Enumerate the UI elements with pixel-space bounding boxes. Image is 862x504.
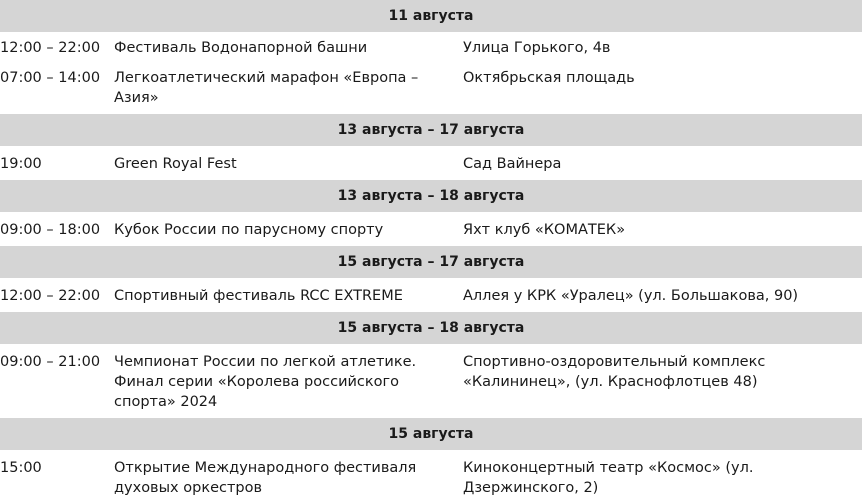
event-row — [0, 450, 862, 504]
date-header: 13 августа – 18 августа — [0, 180, 862, 212]
event-name: Кубок России по парусному спорту — [114, 222, 384, 238]
event-time: 19:00 — [0, 156, 42, 172]
event-time: 12:00 – 22:00 — [0, 40, 101, 56]
event-place: Спортивно-оздоровительный комплекс «Калининец», (ул. Краснофлотцев 48) — [463, 354, 766, 390]
date-header: 11 августа — [0, 0, 862, 32]
event-time: 07:00 – 14:00 — [0, 70, 101, 86]
event-time: 15:00 — [0, 460, 42, 476]
date-header: 15 августа – 17 августа — [0, 246, 862, 278]
event-name: Легкоатлетический марафон «Европа – Азия» — [114, 70, 419, 106]
date-header: 15 августа – 18 августа — [0, 312, 862, 344]
event-place: Улица Горького, 4в — [463, 40, 611, 56]
event-time: 12:00 – 22:00 — [0, 288, 101, 304]
event-name: Спортивный фестиваль RCC EXTREME — [114, 288, 403, 304]
date-header: 13 августа – 17 августа — [0, 114, 862, 146]
event-name: Открытие Международного фестиваля духовых оркестров — [114, 460, 417, 496]
event-place: Сад Вайнера — [463, 156, 562, 172]
event-row — [0, 62, 862, 114]
event-name: Фестиваль Водонапорной башни — [114, 40, 368, 56]
date-header: 15 августа — [0, 418, 862, 450]
event-row — [0, 146, 862, 180]
event-place: Октябрьская площадь — [463, 70, 635, 86]
event-row — [0, 344, 862, 418]
event-time: 09:00 – 18:00 — [0, 222, 101, 238]
event-row — [0, 32, 862, 62]
event-name: Green Royal Fest — [114, 156, 237, 172]
event-row — [0, 278, 862, 312]
event-time: 09:00 – 21:00 — [0, 354, 101, 370]
event-name: Чемпионат России по легкой атлетике. Финал серии «Королева российского спорта» 2024 — [114, 354, 417, 410]
event-place: Яхт клуб «КОМАТЕК» — [463, 222, 626, 238]
event-place: Аллея у КРК «Уралец» (ул. Большакова, 90) — [463, 288, 799, 304]
event-row — [0, 212, 862, 246]
event-place: Киноконцертный театр «Космос» (ул. Дзержинского, 2) — [463, 460, 754, 496]
